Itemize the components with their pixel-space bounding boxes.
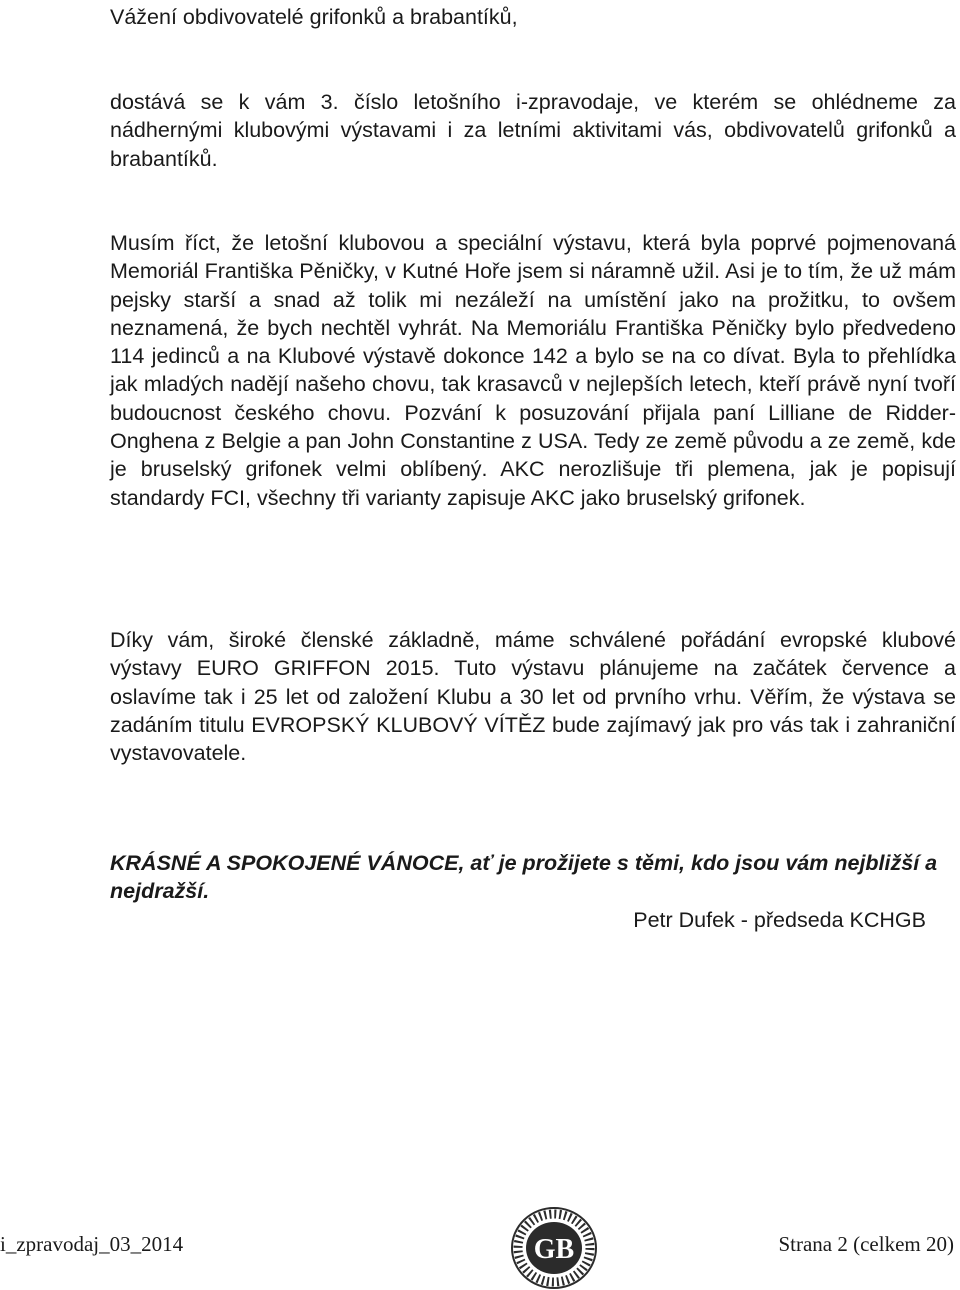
- footer-issue-name: i_zpravodaj_03_2014: [0, 1232, 184, 1256]
- paragraph-euro-griffon: Díky vám, široké členské základně, máme schválené pořádání evropské klubové výstavy EURO GRIFFON 2015. Tuto výstavu plánujeme na začátek července a oslavíme tak i 25 let od založení Klubu a 30 let od prvního vrhu. Věřím, že výstava se zadáním titulu EVROPSKÝ KLUBOVÝ VÍTĚZ bude zajímavý jak pro vás tak i zahraniční vystavovatele.: [110, 628, 956, 766]
- svg-text:GB: GB: [533, 1234, 575, 1265]
- signature: Petr Dufek - předseda KCHGB: [633, 908, 926, 932]
- club-seal-logo-icon: [508, 1204, 600, 1290]
- footer-page-number: Strana 2 (celkem 20): [778, 1232, 954, 1256]
- paragraph-show-report: Musím říct, že letošní klubovou a speciální výstavu, která byla poprvé pojmenovaná Memoriál Františka Pěničky, v Kutné Hoře jsem si náramně užil. Asi je to tím, že už mám pejsky starší a snad až tolik mi nezáleží na umístění jako na prožitku, to ovšem neznamená, že bych nechtěl vyhrát. Na Memoriálu Františka Pěničky bylo předvedeno 114 jedinců a na Klubové výstavě dokonce 142 a bylo se na co dívat. Byla to přehlídka jak mladých nadějí našeho chovu, tak krasavců v nejlepších letech, kteří právě nyní tvoří budoucnost českého chovu. Pozvání k posuzování přijala paní Lilliane de Ridder-Onghena z Belgie a pan John Constantine z USA. Tedy ze země původu a ze země, kde je bruselský grifonek velmi oblíbený. AKC nerozlišuje tři plemena, jak je popisují standardy FCI, všechny tři varianty zapisuje AKC jako bruselský grifonek.: [110, 231, 956, 510]
- paragraph-intro: dostává se k vám 3. číslo letošního i-zpravodaje, ve kterém se ohlédneme za nádhernými klubovými výstavami i za letními aktivitami vás, obdivovatelů grifonků a brabantíků.: [110, 90, 956, 171]
- greeting: Vážení obdivovatelé grifonků a brabantíků,: [110, 5, 518, 29]
- christmas-wish: KRÁSNÉ A SPOKOJENÉ VÁNOCE, ať je prožijete s těmi, kdo jsou vám nejbližší a nejdražší.: [110, 851, 938, 904]
